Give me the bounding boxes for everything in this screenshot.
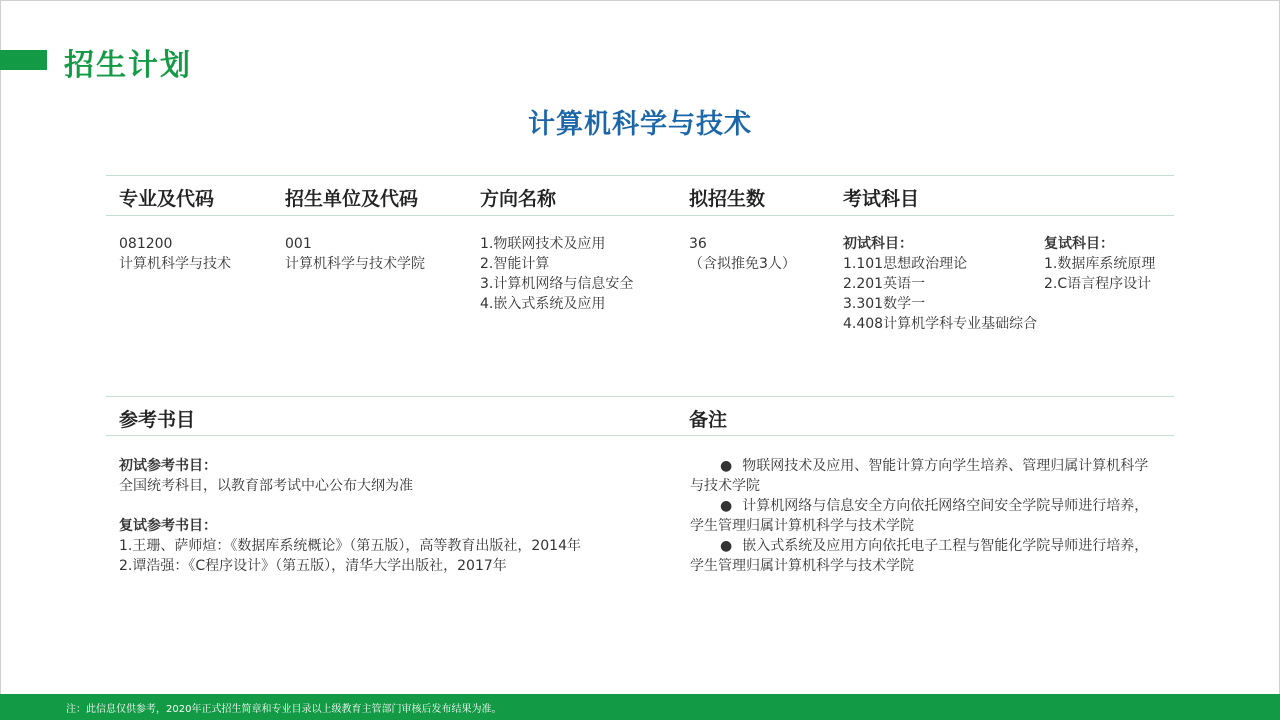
header-enroll: 拟招生数 (689, 188, 766, 210)
major-code: 081200 (119, 236, 173, 252)
notes-body (690, 456, 1148, 576)
footer-note: 注：此信息仅供参考，2020年正式招生简章和专业目录以上级教育主管部门审核后发布结果为准。 (66, 704, 502, 715)
direction-list (480, 234, 633, 314)
exam-item: 1.101思想政治理论 (843, 256, 968, 272)
note-item: ● 物联网技术及应用、智能计算方向学生培养、管理归属计算机科学 (720, 458, 1149, 474)
note-item: ● 嵌入式系统及应用方向依托电子工程与智能化学院导师进行培养， (720, 538, 1149, 554)
major-cell (119, 234, 231, 274)
page-title: 计算机科学与技术 (528, 109, 752, 140)
initial-exam-title: 初试科目： (843, 236, 913, 252)
bullet-icon: ● (720, 498, 733, 514)
reference-book: 1.王珊、萨师煊：《数据库系统概论》（第五版），高等教育出版社，2014年 (119, 538, 581, 554)
references-header: 参考书目 (119, 409, 196, 431)
retest-exam-list (1044, 234, 1155, 294)
exam-item: 2.201英语一 (843, 276, 926, 292)
unit-name: 计算机科学与技术学院 (285, 256, 425, 272)
note-item-cont: 与技术学院 (690, 478, 760, 494)
major-name: 计算机科学与技术 (119, 256, 231, 272)
note-item-cont: 学生管理归属计算机科学与技术学院 (690, 518, 914, 534)
direction-item: 3.计算机网络与信息安全 (480, 276, 634, 292)
enroll-cell (689, 234, 796, 274)
enroll-note: （含拟推免3人） (689, 256, 796, 272)
section-accent-bar (0, 50, 47, 70)
direction-item: 4.嵌入式系统及应用 (480, 296, 606, 312)
footer-bar (0, 694, 1280, 720)
header-unit: 招生单位及代码 (285, 188, 419, 210)
exam-item: 2.C语言程序设计 (1044, 276, 1152, 292)
section-top-rule (106, 396, 1174, 397)
initial-exam-list (843, 234, 1037, 334)
section-title: 招生计划 (64, 48, 192, 83)
reference-book: 2.谭浩强：《C程序设计》（第五版），清华大学出版社，2017年 (119, 558, 507, 574)
bullet-icon: ● (720, 538, 733, 554)
header-major: 专业及代码 (119, 188, 215, 210)
exam-item: 1.数据库系统原理 (1044, 256, 1156, 272)
initial-ref-text: 全国统考科目，以教育部考试中心公布大纲为准 (119, 478, 413, 494)
exam-item: 3.301数学一 (843, 296, 926, 312)
section-header-rule (106, 435, 1174, 436)
initial-ref-title: 初试参考书目： (119, 458, 217, 474)
notes-header: 备注 (689, 409, 728, 431)
bullet-icon: ● (720, 458, 733, 474)
unit-cell (285, 234, 425, 274)
enroll-count: 36 (689, 236, 707, 252)
header-direction: 方向名称 (480, 188, 557, 210)
exam-item: 4.408计算机学科专业基础综合 (843, 316, 1038, 332)
note-item-cont: 学生管理归属计算机科学与技术学院 (690, 558, 914, 574)
references-body (119, 456, 581, 576)
table-header-rule (106, 215, 1174, 216)
retest-exam-title: 复试科目： (1044, 236, 1114, 252)
direction-item: 2.智能计算 (480, 256, 550, 272)
retest-ref-title: 复试参考书目： (119, 518, 217, 534)
table-top-rule (106, 175, 1174, 176)
unit-code: 001 (285, 236, 312, 252)
note-item: ● 计算机网络与信息安全方向依托网络空间安全学院导师进行培养， (720, 498, 1149, 514)
direction-item: 1.物联网技术及应用 (480, 236, 606, 252)
header-exams: 考试科目 (843, 188, 920, 210)
